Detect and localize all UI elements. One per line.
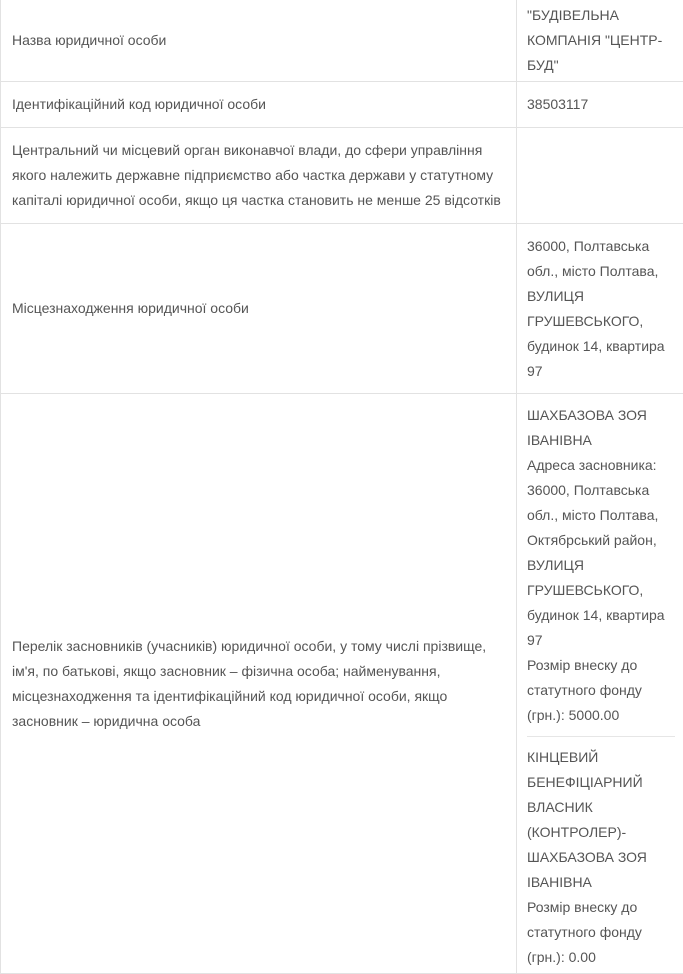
row-value-name: "БУДІВЕЛЬНА КОМПАНІЯ "ЦЕНТР-БУД" bbox=[517, 0, 683, 82]
founder-address: Адреса засновника: 36000, Полтавська обл., місто Полтава, Октябрський район, ВУЛИЦЯ ГРУШЕВСЬКОГО, будинок 14, квартира 97 bbox=[527, 453, 675, 653]
row-value-location: 36000, Полтавська обл., місто Полтава, ВУЛИЦЯ ГРУШЕВСЬКОГО, будинок 14, квартира 97 bbox=[517, 224, 683, 394]
table-row bbox=[1, 394, 683, 974]
founder-name: ШАХБАЗОВА ЗОЯ ІВАНІВНА bbox=[527, 403, 675, 453]
row-label-code: Ідентифікаційний код юридичної особи bbox=[1, 82, 517, 128]
table-row bbox=[1, 82, 683, 128]
founder-contribution: Розмір внеску до статутного фонду (грн.): 5000.00 bbox=[527, 653, 675, 728]
row-label-location: Місцезнаходження юридичної особи bbox=[1, 224, 517, 394]
founder-divider bbox=[527, 736, 675, 737]
row-label-founders: Перелік засновників (учасників) юридичної особи, у тому числі прізвище, ім'я, по батькові, якщо засновник – фізична особа; найменування, місцезнаходження та ідентифікаційний код юридичної особи, якщо засновник – юридична особа bbox=[1, 394, 517, 974]
table-row bbox=[1, 128, 683, 224]
table-row bbox=[1, 0, 683, 82]
row-value-authority bbox=[517, 128, 683, 224]
row-value-founders bbox=[517, 394, 683, 974]
row-label-authority: Центральний чи місцевий орган виконавчої влади, до сфери управління якого належить державне підприємство або частка держави у статутному капіталі юридичної особи, якщо ця частка становить не менше 25 відсотків bbox=[1, 128, 517, 224]
founder-entry bbox=[527, 403, 675, 728]
table-row bbox=[1, 224, 683, 394]
beneficiary-name: КІНЦЕВИЙ БЕНЕФІЦІАРНИЙ ВЛАСНИК (КОНТРОЛЕР)- ШАХБАЗОВА ЗОЯ ІВАНІВНА bbox=[527, 745, 675, 895]
beneficiary-contribution: Розмір внеску до статутного фонду (грн.): 0.00 bbox=[527, 895, 675, 970]
row-label-name: Назва юридичної особи bbox=[1, 0, 517, 82]
founder-entry bbox=[527, 745, 675, 970]
row-value-code: 38503117 bbox=[517, 82, 683, 128]
